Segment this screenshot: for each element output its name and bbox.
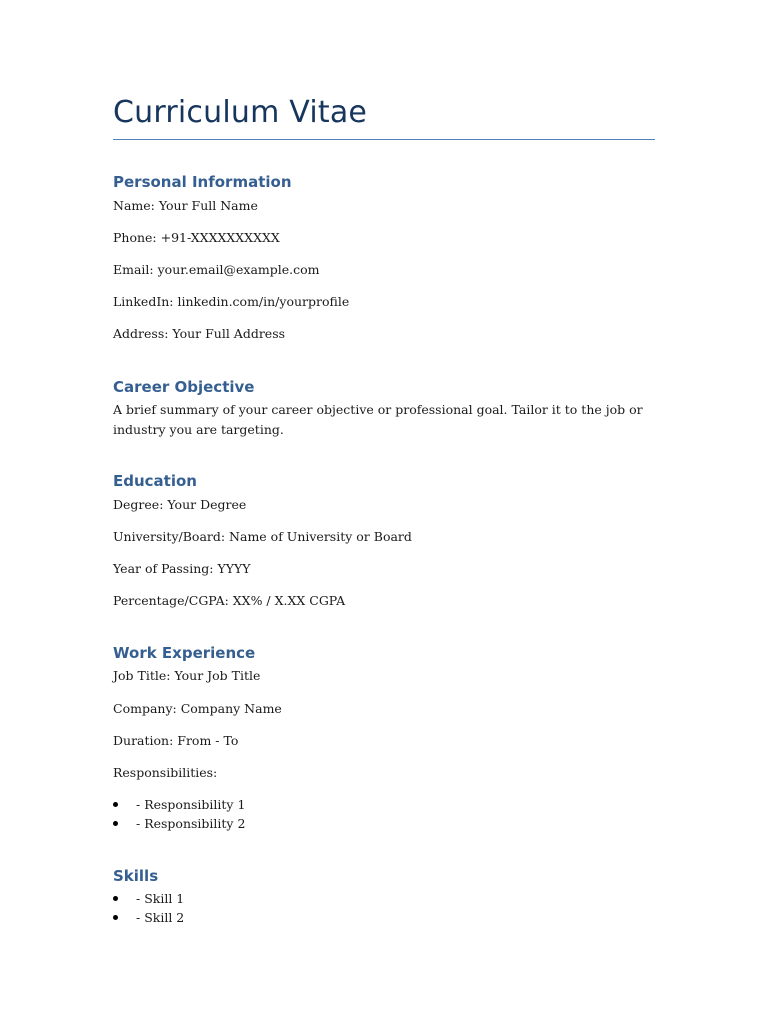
experience-job-title: Job Title: Your Job Title [113, 668, 261, 683]
education-university: University/Board: Name of University or Board [113, 529, 412, 544]
heading-career-objective: Career Objective [113, 378, 255, 396]
skill-text: - Skill 2 [136, 910, 185, 925]
heading-work-experience: Work Experience [113, 644, 256, 662]
education-degree: Degree: Your Degree [113, 497, 247, 512]
heading-education: Education [113, 472, 197, 490]
heading-personal-information: Personal Information [113, 173, 292, 191]
education-year: Year of Passing: YYYY [113, 561, 251, 576]
personal-email: Email: your.email@example.com [113, 262, 320, 277]
experience-duration: Duration: From - To [113, 733, 239, 748]
experience-responsibilities-label: Responsibilities: [113, 765, 218, 780]
responsibility-text: - Responsibility 1 [136, 797, 246, 812]
career-objective-text: A brief summary of your career objective or professional goal. Tailor it to the job or industry you are targeting. [113, 402, 643, 437]
personal-address: Address: Your Full Address [113, 326, 286, 341]
responsibility-text: - Responsibility 2 [136, 816, 246, 831]
personal-phone: Phone: +91-XXXXXXXXXX [113, 230, 280, 245]
personal-linkedin: LinkedIn: linkedin.com/in/yourprofile [113, 294, 350, 309]
education-percentage: Percentage/CGPA: XX% / X.XX CGPA [113, 593, 346, 608]
document-title: Curriculum Vitae [113, 95, 368, 130]
personal-name: Name: Your Full Name [113, 198, 258, 213]
bullet-icon [113, 802, 118, 807]
experience-company: Company: Company Name [113, 701, 282, 716]
title-underline [113, 139, 655, 140]
heading-skills: Skills [113, 867, 159, 885]
bullet-icon [113, 915, 118, 920]
bullet-icon [113, 821, 118, 826]
skill-text: - Skill 1 [136, 891, 185, 906]
bullet-icon [113, 896, 118, 901]
